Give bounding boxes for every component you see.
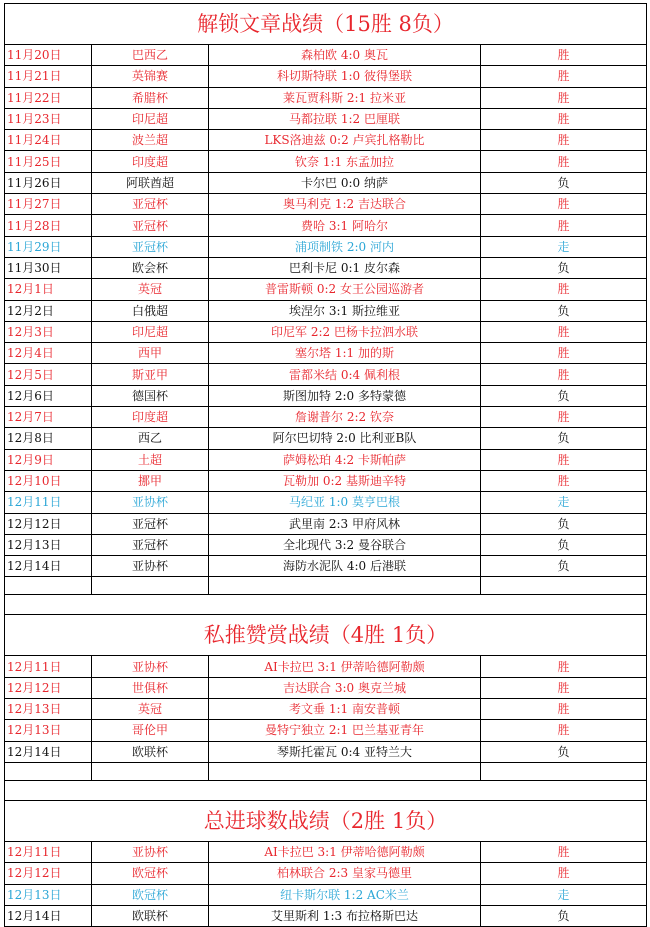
match-cell: 吉达联合 3:0 奥克兰城 <box>209 677 481 698</box>
league-cell: 英锦赛 <box>92 66 209 87</box>
record-row <box>5 215 647 236</box>
record-row <box>5 534 647 555</box>
result-cell: 负 <box>481 257 647 278</box>
match-cell: AI卡拉巴 3:1 伊蒂哈德阿勒颇 <box>209 656 481 677</box>
record-row <box>5 108 647 129</box>
empty-cell <box>5 762 92 780</box>
league-cell: 西乙 <box>92 428 209 449</box>
league-cell: 斯亚甲 <box>92 364 209 385</box>
result-cell: 负 <box>481 385 647 406</box>
section-title-row <box>5 800 647 841</box>
record-row <box>5 45 647 66</box>
record-row <box>5 513 647 534</box>
match-cell: 琴斯托霍瓦 0:4 亚特兰大 <box>209 741 481 762</box>
date-cell: 12月12日 <box>5 677 92 698</box>
match-cell: 浦项制铁 2:0 河内 <box>209 236 481 257</box>
date-cell: 12月3日 <box>5 321 92 342</box>
league-cell: 亚协杯 <box>92 556 209 577</box>
match-cell: 马都拉联 1:2 巴厘联 <box>209 108 481 129</box>
league-cell: 欧联杯 <box>92 741 209 762</box>
date-cell: 12月6日 <box>5 385 92 406</box>
result-cell: 负 <box>481 905 647 926</box>
league-cell: 欧冠杯 <box>92 863 209 884</box>
date-cell: 12月4日 <box>5 343 92 364</box>
result-cell: 负 <box>481 513 647 534</box>
league-cell: 亚冠杯 <box>92 215 209 236</box>
date-cell: 11月30日 <box>5 257 92 278</box>
match-cell: 森柏欧 4:0 奥瓦 <box>209 45 481 66</box>
match-cell: 普雷斯顿 0:2 女王公园巡游者 <box>209 279 481 300</box>
empty-cell <box>5 595 647 615</box>
date-cell: 12月11日 <box>5 492 92 513</box>
league-cell: 波兰超 <box>92 130 209 151</box>
record-row <box>5 194 647 215</box>
league-cell: 德国杯 <box>92 385 209 406</box>
record-row <box>5 279 647 300</box>
match-cell: 柏林联合 2:3 皇家马德里 <box>209 863 481 884</box>
record-row <box>5 656 647 677</box>
league-cell: 欧冠杯 <box>92 884 209 905</box>
match-cell: 武里南 2:3 甲府风林 <box>209 513 481 534</box>
record-row <box>5 841 647 862</box>
date-cell: 12月7日 <box>5 407 92 428</box>
league-cell: 印度超 <box>92 407 209 428</box>
league-cell: 巴西乙 <box>92 45 209 66</box>
match-cell: 埃涅尔 3:1 斯拉维亚 <box>209 300 481 321</box>
result-cell: 胜 <box>481 194 647 215</box>
empty-cell <box>209 762 481 780</box>
record-row <box>5 699 647 720</box>
result-cell: 胜 <box>481 699 647 720</box>
empty-cell <box>481 577 647 595</box>
result-cell: 胜 <box>481 215 647 236</box>
match-cell: 纽卡斯尔联 1:2 AC米兰 <box>209 884 481 905</box>
league-cell: 欧会杯 <box>92 257 209 278</box>
record-row <box>5 343 647 364</box>
section-title: 总进球数战绩（2胜 1负） <box>5 800 647 841</box>
date-cell: 12月13日 <box>5 720 92 741</box>
match-cell: 印尼军 2:2 巴杨卡拉泗水联 <box>209 321 481 342</box>
spacer-row <box>5 762 647 780</box>
league-cell: 哥伦甲 <box>92 720 209 741</box>
section-title-row <box>5 4 647 45</box>
date-cell: 11月20日 <box>5 45 92 66</box>
record-row <box>5 151 647 172</box>
result-cell: 负 <box>481 300 647 321</box>
record-row <box>5 236 647 257</box>
match-cell: 卡尔巴 0:0 纳萨 <box>209 172 481 193</box>
league-cell: 欧联杯 <box>92 905 209 926</box>
league-cell: 土超 <box>92 449 209 470</box>
record-row <box>5 449 647 470</box>
result-cell: 胜 <box>481 407 647 428</box>
record-row <box>5 863 647 884</box>
result-cell: 胜 <box>481 87 647 108</box>
league-cell: 亚冠杯 <box>92 513 209 534</box>
league-cell: 阿联酋超 <box>92 172 209 193</box>
league-cell: 亚协杯 <box>92 492 209 513</box>
record-row <box>5 172 647 193</box>
date-cell: 12月13日 <box>5 699 92 720</box>
result-cell: 走 <box>481 236 647 257</box>
date-cell: 12月12日 <box>5 513 92 534</box>
record-row <box>5 407 647 428</box>
result-cell: 胜 <box>481 279 647 300</box>
section-title: 解锁文章战绩（15胜 8负） <box>5 4 647 45</box>
match-cell: 海防水泥队 4:0 后港联 <box>209 556 481 577</box>
result-cell: 胜 <box>481 470 647 491</box>
match-cell: 奥马利克 1:2 吉达联合 <box>209 194 481 215</box>
result-cell: 负 <box>481 741 647 762</box>
spacer-row <box>5 577 647 595</box>
match-cell: 费哈 3:1 阿哈尔 <box>209 215 481 236</box>
empty-cell <box>5 780 647 800</box>
date-cell: 12月11日 <box>5 841 92 862</box>
result-cell: 胜 <box>481 656 647 677</box>
date-cell: 11月22日 <box>5 87 92 108</box>
record-row <box>5 300 647 321</box>
match-cell: 全北现代 3:2 曼谷联合 <box>209 534 481 555</box>
record-row <box>5 741 647 762</box>
record-row <box>5 492 647 513</box>
record-row <box>5 364 647 385</box>
result-cell: 胜 <box>481 449 647 470</box>
result-cell: 胜 <box>481 321 647 342</box>
match-cell: LKS洛迪兹 0:2 卢宾扎格勒比 <box>209 130 481 151</box>
section-title: 私推赞赏战绩（4胜 1负） <box>5 615 647 656</box>
match-cell: 詹谢普尔 2:2 钦奈 <box>209 407 481 428</box>
date-cell: 11月26日 <box>5 172 92 193</box>
result-cell: 走 <box>481 884 647 905</box>
record-row <box>5 66 647 87</box>
match-cell: 斯图加特 2:0 多特蒙德 <box>209 385 481 406</box>
date-cell: 12月9日 <box>5 449 92 470</box>
record-row <box>5 257 647 278</box>
date-cell: 12月8日 <box>5 428 92 449</box>
result-cell: 负 <box>481 428 647 449</box>
result-cell: 胜 <box>481 66 647 87</box>
record-row <box>5 321 647 342</box>
date-cell: 11月23日 <box>5 108 92 129</box>
record-sheet <box>4 3 646 927</box>
result-cell: 胜 <box>481 343 647 364</box>
spacer-row <box>5 780 647 800</box>
match-cell: 雷都米结 0:4 佩利根 <box>209 364 481 385</box>
result-cell: 胜 <box>481 841 647 862</box>
league-cell: 亚协杯 <box>92 656 209 677</box>
record-row <box>5 677 647 698</box>
match-cell: AI卡拉巴 3:1 伊蒂哈德阿勒颇 <box>209 841 481 862</box>
result-cell: 胜 <box>481 863 647 884</box>
record-row <box>5 884 647 905</box>
result-cell: 走 <box>481 492 647 513</box>
record-row <box>5 87 647 108</box>
spacer-row <box>5 595 647 615</box>
match-cell: 艾里斯利 1:3 布拉格斯巴达 <box>209 905 481 926</box>
date-cell: 11月28日 <box>5 215 92 236</box>
empty-cell <box>481 762 647 780</box>
league-cell: 亚冠杯 <box>92 236 209 257</box>
match-cell: 萨姆松珀 4:2 卡斯帕萨 <box>209 449 481 470</box>
record-row <box>5 385 647 406</box>
match-cell: 考文垂 1:1 南安普顿 <box>209 699 481 720</box>
league-cell: 英冠 <box>92 699 209 720</box>
record-table-body <box>5 4 647 927</box>
result-cell: 负 <box>481 172 647 193</box>
date-cell: 11月21日 <box>5 66 92 87</box>
section-title-row <box>5 615 647 656</box>
record-row <box>5 556 647 577</box>
result-cell: 负 <box>481 534 647 555</box>
date-cell: 12月14日 <box>5 741 92 762</box>
date-cell: 12月5日 <box>5 364 92 385</box>
date-cell: 12月11日 <box>5 656 92 677</box>
empty-cell <box>209 577 481 595</box>
match-cell: 瓦勒加 0:2 基斯迪辛特 <box>209 470 481 491</box>
match-cell: 巴利卡尼 0:1 皮尔森 <box>209 257 481 278</box>
date-cell: 11月24日 <box>5 130 92 151</box>
league-cell: 印尼超 <box>92 108 209 129</box>
date-cell: 11月29日 <box>5 236 92 257</box>
record-row <box>5 720 647 741</box>
empty-cell <box>92 762 209 780</box>
date-cell: 12月12日 <box>5 863 92 884</box>
league-cell: 世俱杯 <box>92 677 209 698</box>
date-cell: 11月27日 <box>5 194 92 215</box>
record-row <box>5 905 647 926</box>
date-cell: 12月13日 <box>5 884 92 905</box>
league-cell: 西甲 <box>92 343 209 364</box>
empty-cell <box>5 577 92 595</box>
result-cell: 胜 <box>481 720 647 741</box>
result-cell: 胜 <box>481 151 647 172</box>
league-cell: 亚协杯 <box>92 841 209 862</box>
league-cell: 印尼超 <box>92 321 209 342</box>
empty-cell <box>92 577 209 595</box>
result-cell: 胜 <box>481 45 647 66</box>
result-cell: 胜 <box>481 130 647 151</box>
league-cell: 亚冠杯 <box>92 534 209 555</box>
date-cell: 12月14日 <box>5 556 92 577</box>
match-cell: 阿尔巴切特 2:0 比利亚B队 <box>209 428 481 449</box>
match-cell: 科切斯特联 1:0 彼得堡联 <box>209 66 481 87</box>
match-cell: 曼特宁独立 2:1 巴兰基亚青年 <box>209 720 481 741</box>
record-row <box>5 470 647 491</box>
date-cell: 12月1日 <box>5 279 92 300</box>
record-row <box>5 428 647 449</box>
date-cell: 12月10日 <box>5 470 92 491</box>
league-cell: 英冠 <box>92 279 209 300</box>
result-cell: 胜 <box>481 677 647 698</box>
league-cell: 印度超 <box>92 151 209 172</box>
league-cell: 亚冠杯 <box>92 194 209 215</box>
match-cell: 马纪亚 1:0 莫亨巴根 <box>209 492 481 513</box>
league-cell: 希腊杯 <box>92 87 209 108</box>
match-cell: 塞尔塔 1:1 加的斯 <box>209 343 481 364</box>
date-cell: 12月14日 <box>5 905 92 926</box>
result-cell: 胜 <box>481 108 647 129</box>
date-cell: 12月2日 <box>5 300 92 321</box>
date-cell: 12月13日 <box>5 534 92 555</box>
record-row <box>5 130 647 151</box>
league-cell: 白俄超 <box>92 300 209 321</box>
record-table <box>4 3 647 927</box>
date-cell: 11月25日 <box>5 151 92 172</box>
match-cell: 钦奈 1:1 东孟加拉 <box>209 151 481 172</box>
result-cell: 胜 <box>481 364 647 385</box>
league-cell: 挪甲 <box>92 470 209 491</box>
match-cell: 莱瓦贾科斯 2:1 拉米亚 <box>209 87 481 108</box>
result-cell: 负 <box>481 556 647 577</box>
